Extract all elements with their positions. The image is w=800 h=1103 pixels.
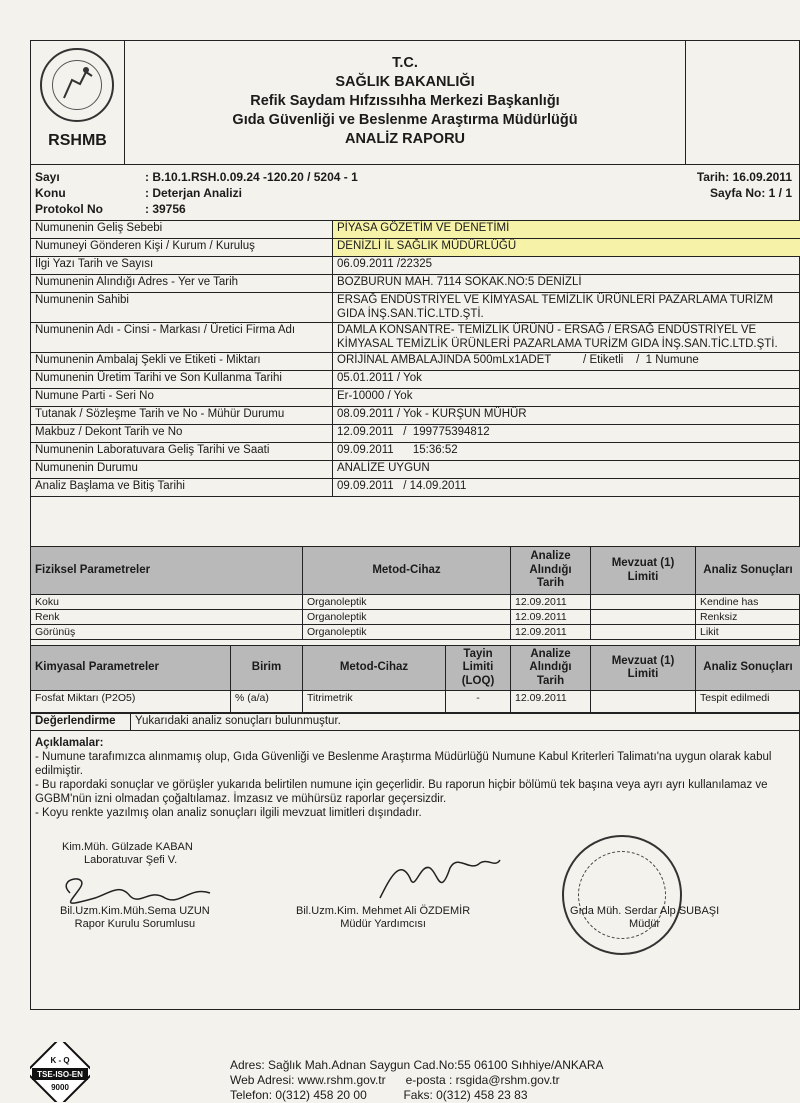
table-row: [31, 323, 800, 353]
col-header: Analiz Sonuçları: [696, 547, 800, 595]
table-header-row: [31, 547, 800, 595]
table-row: [31, 293, 800, 323]
table-row: [31, 257, 800, 275]
info-value: Er-10000 / Yok: [333, 389, 800, 407]
limit-cell: [591, 625, 696, 640]
date-cell: 12.09.2011: [511, 691, 591, 713]
limit-cell: [591, 691, 696, 713]
lab-head-signature: [62, 841, 193, 867]
lab-head-name: Kim.Müh. Gülzade KABAN: [62, 841, 193, 854]
director-signature: [570, 905, 719, 931]
konu-value: : Deterjan Analizi: [145, 185, 242, 201]
tse-bot-text: 9000: [51, 1083, 69, 1092]
physical-parameters-table: [30, 546, 800, 640]
info-label: Numunenin Adı - Cinsi - Markası / Üretici Firma Adı: [31, 323, 333, 353]
info-label: Numune Parti - Seri No: [31, 389, 333, 407]
info-value: BOZBURUN MAH. 7114 SOKAK.NO:5 DENİZLİ: [333, 275, 800, 293]
table-row: [31, 275, 800, 293]
param-cell: Koku: [31, 595, 303, 610]
note-line: - Bu rapordaki sonuçlar ve görüşler yukarıda belirtilen numune için geçerlidir. Bu raporun hiçbir bölümü tek başına veya ayrı ayrı kullanılamaz ve GGBM'nün izni olmadan çoğaltılamaz. İmzasız ve mühürsüz raporlar geçersizdir.: [35, 778, 795, 806]
loq-cell: -: [446, 691, 511, 713]
info-value: 09.09.2011 15:36:52: [333, 443, 800, 461]
table-row: [31, 714, 800, 731]
info-value: 08.09.2011 / Yok - KURŞUN MÜHÜR: [333, 407, 800, 425]
table-row: [31, 389, 800, 407]
tse-top-text: K - Q: [50, 1056, 69, 1065]
director-title: Müdür: [570, 918, 719, 931]
result-cell: Tespit edilmedi: [696, 691, 800, 713]
header-line-ministry: SAĞLIK BAKANLIĞI: [125, 73, 685, 92]
method-cell: Organoleptik: [303, 625, 511, 640]
report-meta: [35, 167, 800, 219]
note-line: - Koyu renkte yazılmış olan analiz sonuçları ilgili mevzuat limitleri dışındadır.: [35, 806, 795, 820]
info-value: 12.09.2011 / 199775394812: [333, 425, 800, 443]
header-line-directorate: Gıda Güvenliği ve Beslenme Araştırma Müdürlüğü: [125, 111, 685, 130]
footer-address: Adres: Sağlık Mah.Adnan Saygun Cad.No:55 06100 Sıhhiye/ANKARA: [230, 1058, 630, 1073]
official-stamp-icon: [562, 835, 682, 955]
table-row: [31, 425, 800, 443]
date-cell: 12.09.2011: [511, 625, 591, 640]
responsible-name: Bil.Uzm.Kim.Müh.Sema UZUN: [60, 905, 210, 918]
info-label: Numunenin Geliş Sebebi: [31, 221, 333, 239]
table-row: [31, 595, 800, 610]
info-value: PİYASA GÖZETİM VE DENETİMİ: [333, 221, 800, 239]
table-row: [31, 353, 800, 371]
info-value: DENİZLİ İL SAĞLIK MÜDÜRLÜĞÜ: [333, 239, 800, 257]
responsible-title: Rapor Kurulu Sorumlusu: [60, 918, 210, 931]
notes-title: Açıklamalar:: [35, 736, 795, 750]
info-value: ANALİZE UYGUN: [333, 461, 800, 479]
col-header: Metod-Cihaz: [303, 547, 511, 595]
sayi-label: Sayı: [35, 169, 135, 185]
table-row: [31, 610, 800, 625]
deputy-signature: [296, 905, 470, 931]
info-value: 06.09.2011 /22325: [333, 257, 800, 275]
result-cell: Renksiz: [696, 610, 800, 625]
table-row: [31, 443, 800, 461]
info-value: 05.01.2011 / Yok: [333, 371, 800, 389]
footer-contact: [230, 1058, 630, 1103]
param-cell: Görünüş: [31, 625, 303, 640]
info-value: DAMLA KONSANTRE- TEMİZLİK ÜRÜNÜ - ERSAĞ / ERSAĞ ENDÜSTRİYEL VE KİMYASAL TEMİZLİK ÜRÜNLERİ PAZARLAMA TURİZM GIDA İNŞ.SAN.TİC.LTD.ŞTİ.: [333, 323, 800, 353]
table-row: [31, 407, 800, 425]
header-line-report: ANALİZ RAPORU: [125, 130, 685, 149]
header-right-box: [685, 40, 800, 165]
col-header: Fiziksel Parametreler: [31, 547, 303, 595]
responsible-signature: [60, 905, 210, 931]
result-cell: Kendine has: [696, 595, 800, 610]
rshm-seal-icon: [40, 48, 114, 122]
table-header-row: [31, 646, 800, 691]
col-header: Analiz Sonuçları: [696, 646, 800, 691]
col-header: Birim: [231, 646, 303, 691]
date-cell: 12.09.2011: [511, 610, 591, 625]
limit-cell: [591, 595, 696, 610]
col-header: Mevzuat (1) Limiti: [591, 547, 696, 595]
info-label: Numunenin Üretim Tarihi ve Son Kullanma Tarihi: [31, 371, 333, 389]
col-header: Mevzuat (1) Limiti: [591, 646, 696, 691]
evaluation-table: [30, 713, 800, 731]
col-header: Analize Alındığı Tarih: [511, 547, 591, 595]
unit-cell: % (a/a): [231, 691, 303, 713]
note-line: - Numune tarafımızca alınmamış olup, Gıda Güvenliği ve Beslenme Araştırma Müdürlüğü Numune Kabul Kriterleri Talimatı'na uygun olarak kabul edilmiştir.: [35, 750, 795, 778]
info-label: Makbuz / Dekont Tarih ve No: [31, 425, 333, 443]
info-label: Numunenin Alındığı Adres - Yer ve Tarih: [31, 275, 333, 293]
info-label: Numunenin Durumu: [31, 461, 333, 479]
result-cell: Likit: [696, 625, 800, 640]
param-cell: Fosfat Miktarı (P2O5): [31, 691, 231, 713]
rshm-logo: [30, 40, 125, 165]
notes-section: [35, 736, 795, 820]
info-label: İlgi Yazı Tarih ve Sayısı: [31, 257, 333, 275]
report-header: [30, 40, 800, 165]
info-label: Tutanak / Sözleşme Tarih ve No - Mühür Durumu: [31, 407, 333, 425]
col-header: Kimyasal Parametreler: [31, 646, 231, 691]
tse-iso-logo-icon: [30, 1042, 90, 1102]
deputy-name: Bil.Uzm.Kim. Mehmet Ali ÖZDEMİR: [296, 905, 470, 918]
limit-cell: [591, 610, 696, 625]
footer-phone: Telefon: 0(312) 458 20 00 Faks: 0(312) 458 23 83: [230, 1088, 630, 1103]
info-label: Numuneyi Gönderen Kişi / Kurum / Kuruluş: [31, 239, 333, 257]
konu-label: Konu: [35, 185, 135, 201]
protokol-value: : 39756: [145, 201, 186, 217]
param-cell: Renk: [31, 610, 303, 625]
table-row: [31, 691, 800, 713]
header-line-tc: T.C.: [125, 54, 685, 73]
sayi-value: : B.10.1.RSH.0.09.24 -120.20 / 5204 - 1: [145, 169, 358, 185]
col-header: Analize Alındığı Tarih: [511, 646, 591, 691]
report-date: Tarih: 16.09.2011: [697, 169, 792, 185]
director-name: Gıda Müh. Serdar Alp SUBAŞI: [570, 905, 719, 918]
chemical-parameters-table: [30, 645, 800, 713]
table-row: [31, 239, 800, 257]
evaluation-text: Yukarıdaki analiz sonuçları bulunmuştur.: [131, 714, 800, 731]
footer-web: Web Adresi: www.rshm.gov.tr e-posta : rsgida@rshm.gov.tr: [230, 1073, 630, 1088]
header-line-center: Refik Saydam Hıfzıssıhha Merkezi Başkanlığı: [125, 92, 685, 111]
table-row: [31, 461, 800, 479]
sample-info-table: [30, 220, 800, 497]
col-header: Metod-Cihaz: [303, 646, 446, 691]
date-cell: 12.09.2011: [511, 595, 591, 610]
info-label: Numunenin Sahibi: [31, 293, 333, 323]
header-title: [125, 54, 685, 149]
deputy-title: Müdür Yardımcısı: [296, 918, 470, 931]
info-value: 09.09.2011 / 14.09.2011: [333, 479, 800, 497]
info-value: ERSAĞ ENDÜSTRİYEL VE KİMYASAL TEMİZLİK ÜRÜNLERİ PAZARLAMA TURİZM GIDA İNŞ.SAN.TİC.LTD.ŞTİ.: [333, 293, 800, 323]
method-cell: Titrimetrik: [303, 691, 446, 713]
info-label: Numunenin Ambalaj Şekli ve Etiketi - Miktarı: [31, 353, 333, 371]
table-row: [31, 479, 800, 497]
method-cell: Organoleptik: [303, 595, 511, 610]
lab-head-title: Laboratuvar Şefi V.: [62, 854, 193, 867]
method-cell: Organoleptik: [303, 610, 511, 625]
info-label: Analiz Başlama ve Bitiş Tarihi: [31, 479, 333, 497]
page-number: Sayfa No: 1 / 1: [710, 185, 792, 201]
table-row: [31, 625, 800, 640]
col-header: Tayin Limiti (LOQ): [446, 646, 511, 691]
logo-name: RSHMB: [30, 132, 125, 150]
table-row: [31, 371, 800, 389]
tse-mid-text: TSE-ISO-EN: [37, 1070, 83, 1079]
table-row: [31, 221, 800, 239]
info-label: Numunenin Laboratuvara Geliş Tarihi ve Saati: [31, 443, 333, 461]
protokol-label: Protokol No: [35, 201, 135, 217]
evaluation-label: Değerlendirme: [31, 714, 131, 731]
info-value: ORİJİNAL AMBALAJINDA 500mLx1ADET / Etiketli / 1 Numune: [333, 353, 800, 371]
